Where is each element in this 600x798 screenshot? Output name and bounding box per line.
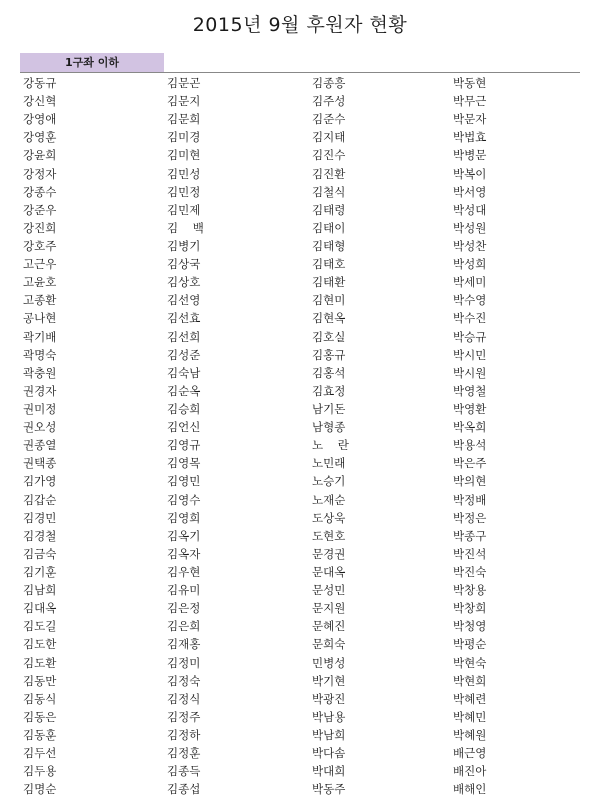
donor-name: 김태이 [312, 220, 346, 235]
donor-name: 김병기 [167, 238, 201, 253]
donor-name: 김도환 [23, 655, 57, 670]
donor-name: 박은주 [453, 456, 487, 471]
donor-name: 박성희 [453, 257, 487, 272]
donor-name: 곽충원 [23, 365, 57, 380]
donor-name: 김선효 [167, 311, 201, 326]
donor-name: 박창희 [453, 601, 487, 616]
donor-name: 김두선 [23, 746, 57, 761]
donor-name: 박혜민 [453, 709, 487, 724]
donor-name: 노 란 [312, 438, 349, 453]
donor-name: 박종구 [453, 528, 487, 543]
donor-name: 김정하 [167, 727, 201, 742]
donor-name: 김도한 [23, 637, 57, 652]
donor-name: 박정은 [453, 510, 487, 525]
donor-name: 김선영 [167, 293, 201, 308]
donor-name: 박현희 [453, 673, 487, 688]
donor-name: 김유미 [167, 583, 201, 598]
donor-name: 김도길 [23, 619, 57, 634]
donor-name: 김동훈 [23, 727, 57, 742]
donor-name: 박혜원 [453, 727, 487, 742]
donor-name: 노재순 [312, 492, 346, 507]
donor-name: 김영규 [167, 438, 201, 453]
donor-name: 박남희 [312, 727, 346, 742]
donor-name: 김옥자 [167, 546, 201, 561]
donor-name: 문대옥 [312, 564, 346, 579]
donor-name: 김태환 [312, 275, 346, 290]
donor-name: 김준수 [312, 112, 346, 127]
donor-name: 김상호 [167, 275, 201, 290]
donor-name: 남기돈 [312, 401, 346, 416]
donor-name: 노민래 [312, 456, 346, 471]
donor-name: 권종열 [23, 438, 57, 453]
donor-name: 김정주 [167, 709, 201, 724]
donor-name: 권오성 [23, 420, 57, 435]
donor-name: 고윤호 [23, 275, 57, 290]
donor-name: 김옥기 [167, 528, 201, 543]
donor-name: 김진환 [312, 166, 346, 181]
donor-name: 박현숙 [453, 655, 487, 670]
donor-name: 박동현 [453, 76, 487, 90]
donor-name: 김정숙 [167, 673, 201, 688]
donor-name: 도상욱 [312, 510, 346, 525]
donor-name: 김현미 [312, 293, 346, 308]
donor-name: 김동식 [23, 691, 57, 706]
donor-name: 김미현 [167, 148, 201, 163]
donor-name: 박기현 [312, 673, 346, 688]
donor-name: 박창용 [453, 583, 487, 598]
donor-name: 김금숙 [23, 546, 57, 561]
page-title: 2015년 9월 후원자 현황 [192, 14, 408, 36]
donor-name: 박문자 [453, 112, 487, 127]
donor-name: 박세미 [453, 275, 487, 290]
donor-name: 김태형 [312, 238, 346, 253]
donor-name: 김우현 [167, 564, 201, 579]
donor-name: 박복이 [453, 166, 487, 181]
donor-name: 문희숙 [312, 637, 346, 652]
donor-name: 김현옥 [312, 311, 346, 326]
donor-name: 박시민 [453, 347, 487, 362]
donor-name: 민병성 [312, 655, 346, 670]
donor-name: 박수영 [453, 293, 487, 308]
donor-name: 김은정 [167, 601, 201, 616]
donor-name: 김숙남 [167, 365, 201, 380]
donor-name: 김은희 [167, 619, 201, 634]
donor-name: 권경자 [23, 383, 57, 398]
donor-name: 김대옥 [23, 601, 57, 616]
donor-name: 김영민 [167, 474, 201, 489]
donor-name: 박남용 [312, 709, 346, 724]
donor-name: 강영훈 [23, 130, 57, 145]
donor-name: 강윤희 [23, 148, 57, 163]
donor-name: 김영목 [167, 456, 201, 471]
donor-name: 박서영 [453, 184, 487, 199]
donor-name: 박영철 [453, 383, 487, 398]
donor-name: 강준우 [23, 202, 57, 217]
donor-name: 김재홍 [167, 637, 201, 652]
donor-name: 강정자 [23, 166, 57, 181]
donor-name: 박광진 [312, 691, 346, 706]
donor-name: 박승규 [453, 329, 487, 344]
donor-name: 권미정 [23, 401, 57, 416]
donor-name: 박병문 [453, 148, 487, 163]
donor-name: 박성원 [453, 220, 487, 235]
donor-name: 박성찬 [453, 238, 487, 253]
donor-name: 고근우 [23, 257, 57, 272]
donor-name: 박다솜 [312, 746, 346, 761]
donor-name: 김지태 [312, 130, 346, 145]
donor-name: 공나현 [23, 311, 57, 326]
donor-name: 박법효 [453, 130, 487, 145]
donor-name: 박성대 [453, 202, 487, 217]
donor-name: 김민제 [167, 202, 201, 217]
donor-name: 강신혁 [23, 94, 57, 109]
donor-name: 김문희 [167, 112, 201, 127]
donor-name: 박시원 [453, 365, 487, 380]
donor-name: 문경권 [312, 546, 346, 561]
donor-name: 강종수 [23, 184, 57, 199]
donor-name: 김선희 [167, 329, 201, 344]
donor-name: 박영환 [453, 401, 487, 416]
donor-name: 김두용 [23, 764, 57, 779]
donor-name: 박대희 [312, 764, 346, 779]
donor-name: 김홍규 [312, 347, 346, 362]
donor-name: 김주성 [312, 94, 346, 109]
donor-name: 박용석 [453, 438, 487, 453]
donor-name: 강영애 [23, 112, 57, 127]
donor-name: 김효정 [312, 383, 346, 398]
donor-name: 김민정 [167, 184, 201, 199]
donor-name: 박진숙 [453, 564, 487, 579]
donor-name: 김기훈 [23, 564, 57, 579]
section-label: 1구좌 이하 [20, 53, 164, 72]
donor-name: 김경민 [23, 510, 57, 525]
donor-name: 강동규 [23, 76, 57, 90]
donor-name: 김가영 [23, 474, 57, 489]
donor-name: 박평순 [453, 637, 487, 652]
donor-name: 김승희 [167, 401, 201, 416]
donor-name: 김태호 [312, 257, 346, 272]
donor-name: 도현호 [312, 528, 346, 543]
donor-name: 곽명숙 [23, 347, 57, 362]
donor-name: 김정식 [167, 691, 201, 706]
donor-name: 노승기 [312, 474, 346, 489]
donor-name: 박무근 [453, 94, 487, 109]
donor-name: 김태령 [312, 202, 346, 217]
donor-name: 박동주 [312, 782, 346, 797]
donor-name: 문혜진 [312, 619, 346, 634]
donor-name: 김진수 [312, 148, 346, 163]
donor-name: 박청영 [453, 619, 487, 634]
donor-name: 박혜련 [453, 691, 487, 706]
donor-name: 김홍석 [312, 365, 346, 380]
donor-name: 김동은 [23, 709, 57, 724]
header-divider [20, 72, 580, 73]
donor-name: 문성민 [312, 583, 346, 598]
donor-name: 권택종 [23, 456, 57, 471]
donor-name: 김문곤 [167, 76, 201, 90]
donor-name: 김언신 [167, 420, 201, 435]
donor-name: 곽기배 [23, 329, 57, 344]
donor-name: 박정배 [453, 492, 487, 507]
donor-name: 김동만 [23, 673, 57, 688]
donor-name: 남형종 [312, 420, 346, 435]
donor-name: 배근영 [453, 746, 487, 761]
donor-name: 김미경 [167, 130, 201, 145]
donor-name: 김민성 [167, 166, 201, 181]
donor-name: 배진아 [453, 764, 487, 779]
donor-name: 박의현 [453, 474, 487, 489]
donor-name: 강호주 [23, 238, 57, 253]
donor-name: 김갑순 [23, 492, 57, 507]
donor-name: 김영수 [167, 492, 201, 507]
donor-name-grid [0, 74, 600, 798]
donor-name: 김호실 [312, 329, 346, 344]
donor-name: 김정미 [167, 655, 201, 670]
donor-name: 김성준 [167, 347, 201, 362]
donor-name: 김종섭 [167, 782, 201, 797]
donor-name: 박수진 [453, 311, 487, 326]
donor-name: 박옥희 [453, 420, 487, 435]
donor-name: 강진희 [23, 220, 57, 235]
donor-name: 김남희 [23, 583, 57, 598]
donor-name: 고종환 [23, 293, 57, 308]
donor-name: 배해인 [453, 782, 487, 797]
donor-name: 김정훈 [167, 746, 201, 761]
donor-name: 김영희 [167, 510, 201, 525]
donor-name: 문지원 [312, 601, 346, 616]
donor-name: 김문지 [167, 94, 201, 109]
donor-name: 김종흥 [312, 76, 346, 90]
donor-name: 김상국 [167, 257, 201, 272]
donor-name: 김순옥 [167, 383, 201, 398]
donor-name: 김명순 [23, 782, 57, 797]
donor-name: 김철식 [312, 184, 346, 199]
donor-name: 박진석 [453, 546, 487, 561]
donor-name: 김 백 [167, 220, 204, 235]
donor-name: 김경철 [23, 528, 57, 543]
donor-name: 김종득 [167, 764, 201, 779]
